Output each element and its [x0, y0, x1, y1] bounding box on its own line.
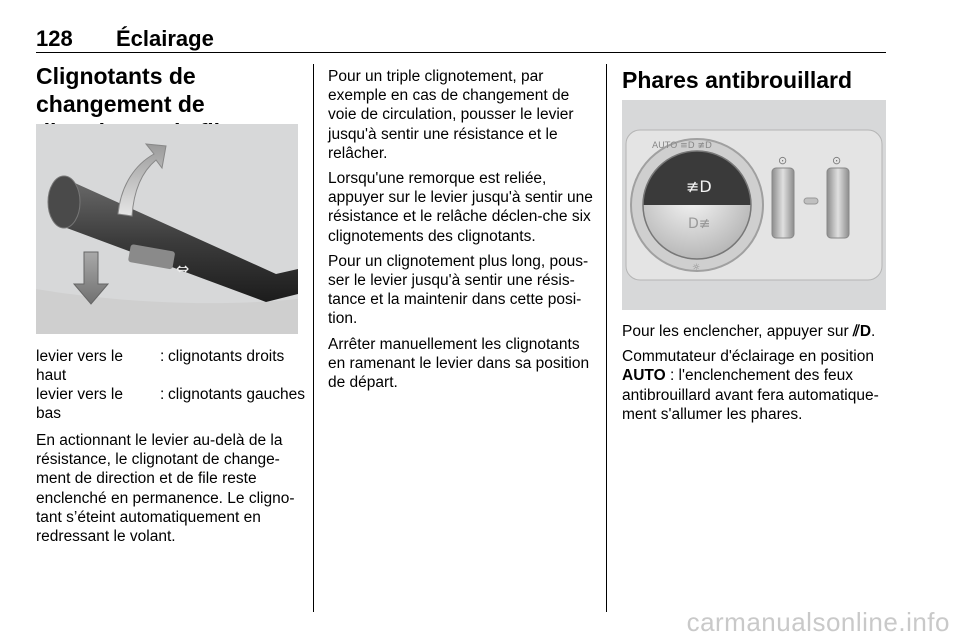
fog-light-icon: ⫽D — [852, 323, 872, 340]
section-title-turn-signals: Clignotants de changement de — [36, 63, 205, 117]
svg-text:☼: ☼ — [692, 263, 701, 273]
chapter-title: Éclairage — [116, 26, 214, 51]
auto-label: AUTO — [622, 367, 666, 385]
turn-signal-lever-illustration — [36, 124, 298, 334]
svg-text:≢D: ≢D — [686, 177, 712, 196]
turn-signal-lever-drawing — [36, 124, 298, 334]
lever-definitions — [36, 347, 306, 423]
definition-row — [36, 385, 306, 423]
middle-column-text — [328, 67, 594, 398]
paragraph: Pour un clignotement plus long, pous-ser le levier jusqu'à sentir une résis-tance et la maintenir dans cette posi-tion. — [328, 252, 589, 328]
definition-separator: : — [160, 348, 165, 365]
column-divider-right — [606, 64, 607, 612]
definition-term: levier vers le haut — [36, 348, 123, 385]
definition-description: clignotants gauches — [168, 386, 306, 403]
page-number: 128 — [36, 26, 73, 51]
paragraph: Arrêter manuellement les clignotants en ramenant le levier dans sa position de départ. — [328, 335, 590, 392]
svg-text:AUTO ≡D ≢D: AUTO ≡D ≢D — [652, 141, 712, 151]
column-divider-left — [313, 64, 314, 612]
fog-light-switch-illustration — [622, 100, 886, 310]
header-rule — [36, 52, 886, 53]
fog-light-switch-drawing — [622, 100, 886, 310]
definition-term: levier vers le bas — [36, 386, 123, 423]
definition-row — [36, 347, 306, 385]
turn-signal-paragraph — [36, 431, 302, 552]
paragraph: Pour un triple clignotement, par exemple en cas de changement de voie de circulation, pousser le levier jusqu'à sentir une résistance et le relâcher. — [328, 68, 574, 162]
definition-description: clignotants droits — [168, 348, 285, 365]
definition-separator: : — [160, 386, 165, 403]
svg-text:⊙: ⊙ — [778, 154, 788, 167]
paragraph-enable-fog-lights: Pour les enclencher, appuyer sur ⫽D. — [622, 323, 876, 340]
svg-text:D≢: D≢ — [688, 216, 711, 232]
watermark: carmanualsonline.info — [686, 607, 950, 637]
paragraph: En actionnant le levier au-delà de la résistance, le clignotant de change-ment de direction et de file reste enclenché en permanence. Le cligno-tant s’éteint automatiquement en redressant le volant. — [36, 432, 295, 546]
svg-text:⇔: ⇔ — [176, 259, 190, 278]
svg-text:⊙: ⊙ — [832, 154, 842, 167]
section-title-fog-lights: Phares antibrouillard — [622, 67, 853, 93]
fog-light-text — [622, 322, 886, 430]
paragraph-auto-mode: Commutateur d'éclairage en position AUTO : l'enclenchement des feux antibrouillard avant fera automatique-ment s'allumer les phares. — [622, 348, 879, 423]
paragraph: Lorsqu'une remorque est reliée, appuyer sur le levier jusqu'à sentir une résistance et le relâche déclen-che six clignotements des clignotants. — [328, 170, 593, 245]
page-header — [36, 26, 886, 52]
